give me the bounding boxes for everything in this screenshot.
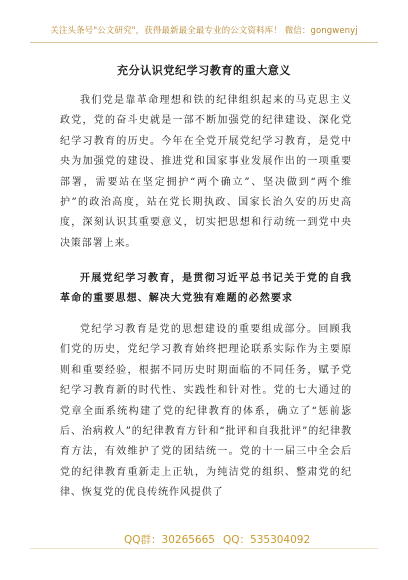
paragraph-intro: 我们党是靠革命理想和铁的纪律组织起来的马克思主义政党，党的奋斗史就是一部不断加强党的纪律建设、深化党纪学习教育的历史。今年在全党开展党纪学习教育，是党中央为加强党的建设、推进党和国家事业发展作出的一项重要部署，需要站在坚定拥护“两个确立”、坚决做到“两个维护”的政治高度，站在党长期执政、国家长治久安的历史高度，深刻认识其重要意义，切实把思想和行动统一到党中央决策部署上来。 — [60, 95, 352, 249]
footer-qq-contact: QQ：535304092 — [223, 534, 311, 546]
document-title: 充分认识党纪学习教育的重大意义 — [117, 64, 291, 77]
footer-qq-group: QQ群：30265665 — [124, 534, 215, 546]
header-banner: 关注头条号"公文研究"，获得最新最全最专业的公文资料库！ 微信：gongwenyj — [50, 26, 358, 36]
footer — [0, 528, 408, 548]
paragraph-body: 党纪学习教育是党的思想建设的重要组成部分。回顾我们党的历史，党纪学习教育始终把理论联系实际作为主要原则和重要经验，根据不同历史时期面临的不同任务，赋予党纪学习教育新的时代性、实践性和针对性。党的七大通过的党章全面系统构建了党的纪律教育的体系，确立了“惩前毖后、治病救人”的纪律教育方针和“批评和自我批评”的纪律教育方法，有效维护了党的团结统一。党的十一届三中全会后党的纪律教育重新走上正轨，为纯洁党的组织、整肃党的纪律、恢复党的优良传统作风提供了 — [60, 324, 352, 499]
footer-divider — [30, 548, 378, 549]
header-divider — [30, 42, 378, 43]
section-heading: 开展党纪学习教育，是贯彻习近平总书记关于党的自我革命的重要思想、解决大党独有难题的必然要求 — [60, 273, 352, 305]
